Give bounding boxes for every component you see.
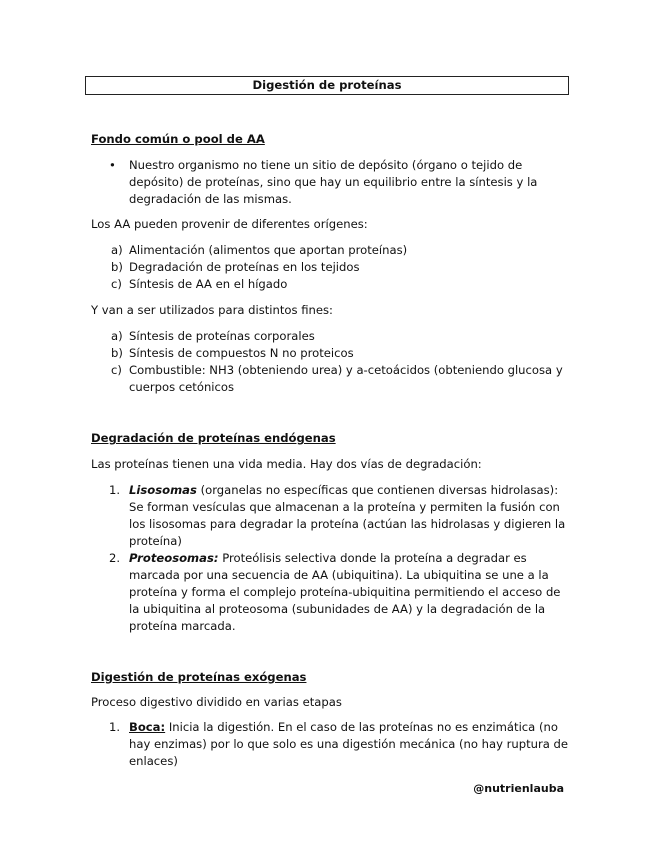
bullet-text: Nuestro organismo no tiene un sitio de depósito (órgano o tejido de depósito) de proteínas, sino que hay un equilibrio entre la síntesis y la degradación de las mismas.: [129, 158, 538, 206]
list-marker: a): [111, 329, 123, 343]
endogenous-list: [91, 482, 571, 635]
list-term: Lisosomas: [129, 483, 197, 497]
exogenous-list-block: [91, 719, 571, 770]
list-item: [91, 345, 571, 362]
list-term: Proteosomas:: [129, 551, 219, 565]
section-heading: Fondo común o pool de AA: [91, 132, 265, 146]
uses-intro-block: [91, 302, 571, 319]
list-item: [91, 362, 571, 396]
list-item: [91, 719, 571, 770]
list-text: Alimentación (alimentos que aportan proteínas): [129, 243, 408, 257]
section-pool-aa: [91, 131, 571, 148]
list-text: (organelas no específicas que contienen diversas hidrolasas): Se forman vesículas que almacenan a la proteína y permiten la fusión con los lisosomas para degradar la proteína (actúan las hidrolasas y digieren la proteína): [129, 483, 566, 548]
list-item: [91, 242, 571, 259]
list-marker: 1.: [109, 483, 121, 497]
list-marker: c): [111, 277, 122, 291]
bullet-icon: •: [109, 158, 116, 172]
section-endogenous: [91, 430, 571, 447]
list-marker: a): [111, 243, 123, 257]
list-text: Síntesis de AA en el hígado: [129, 277, 288, 291]
uses-list-block: [91, 328, 571, 396]
list-text: Síntesis de compuestos N no proteicos: [129, 346, 354, 360]
list-item: [91, 276, 571, 293]
uses-list: [91, 328, 571, 396]
section-heading: Digestión de proteínas exógenas: [91, 670, 307, 684]
endogenous-list-block: [91, 482, 571, 635]
list-text: Inicia la digestión. En el caso de las proteínas no es enzimática (no hay enzimas) por lo que solo es una digestión mecánica (no hay ruptura de enlaces): [129, 720, 569, 768]
list-marker: b): [111, 260, 123, 274]
list-text: Degradación de proteínas en los tejidos: [129, 260, 360, 274]
list-text: Combustible: NH3 (obteniendo urea) y a-cetoácidos (obteniendo glucosa y cuerpos cetónicos: [129, 363, 563, 394]
pool-bullet-list: [91, 157, 571, 208]
list-item: [91, 550, 571, 635]
list-marker: 2.: [109, 551, 121, 565]
origins-intro: Los AA pueden provenir de diferentes orígenes:: [91, 217, 368, 231]
list-item: [91, 328, 571, 345]
list-marker: b): [111, 346, 123, 360]
list-marker: 1.: [109, 720, 121, 734]
list-item: [91, 259, 571, 276]
origins-list-block: [91, 242, 571, 293]
list-term: Boca:: [129, 720, 166, 734]
exogenous-list: [91, 719, 571, 770]
endogenous-intro: Las proteínas tienen una vida media. Hay dos vías de degradación:: [91, 457, 482, 471]
uses-intro: Y van a ser utilizados para distintos fines:: [91, 303, 333, 317]
list-item: [91, 482, 571, 550]
origins-list: [91, 242, 571, 293]
page-title: Digestión de proteínas: [85, 76, 569, 95]
list-text: Síntesis de proteínas corporales: [129, 329, 315, 343]
list-text: Proteólisis selectiva donde la proteína a degradar es marcada por una secuencia de AA (ubiquitina). La ubiquitina se une a la proteína y forma el complejo proteína-ubiquitina permitiendo el acceso de la ubiquitina al proteosoma (subunidades de AA) y la degradación de la proteína marcada.: [129, 551, 561, 633]
section-heading: Degradación de proteínas endógenas: [91, 431, 336, 445]
author-watermark: @nutrienlauba: [473, 782, 564, 795]
section-exogenous: [91, 669, 571, 686]
origins-intro-block: [91, 216, 571, 233]
list-marker: c): [111, 363, 122, 377]
exogenous-intro: Proceso digestivo dividido en varias etapas: [91, 695, 342, 709]
exogenous-intro-block: [91, 694, 571, 711]
list-item: [91, 157, 571, 208]
endogenous-intro-block: [91, 456, 571, 473]
